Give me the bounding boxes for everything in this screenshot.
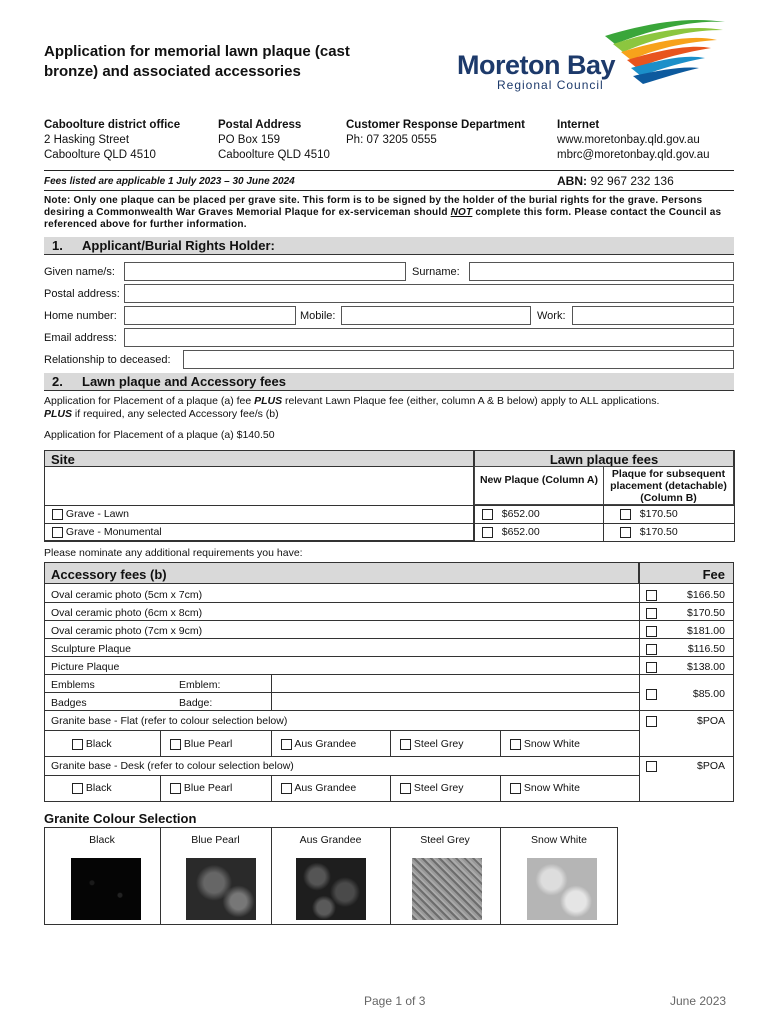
customer-heading: Customer Response Department	[346, 119, 525, 131]
divider	[44, 620, 734, 621]
flat-colour-option[interactable]	[510, 738, 580, 750]
postal-address-label: Postal address:	[44, 288, 120, 300]
aus-grandee-swatch	[296, 858, 366, 920]
postal-address	[218, 118, 330, 163]
granite-name: Aus Grandee	[299, 834, 362, 846]
relationship-input[interactable]	[183, 350, 734, 369]
accessory-fee	[646, 607, 725, 619]
divider	[390, 775, 391, 802]
desk-colour-option[interactable]	[400, 782, 464, 794]
accessory-fee	[646, 625, 725, 637]
desk-colour-label: Snow White	[523, 782, 580, 794]
grave-monumental-b-fee: $170.50	[639, 526, 678, 538]
desk-colour-checkbox[interactable]	[170, 783, 181, 794]
blue-pearl-swatch	[186, 858, 256, 920]
office-line1: 2 Hasking Street	[44, 134, 130, 146]
lawn-fees-header: Lawn plaque fees	[474, 450, 734, 467]
divider	[390, 730, 391, 756]
granite-flat-fee-value: $POA	[696, 715, 725, 727]
flat-colour-label: Blue Pearl	[183, 738, 233, 750]
divider	[639, 584, 640, 802]
emblem-fee-value: $85.00	[692, 688, 725, 700]
granite-desk-fee-value: $POA	[696, 760, 725, 772]
divider	[160, 730, 161, 756]
section2-number: 2.	[52, 374, 63, 389]
grave-monumental-a-fee: $652.00	[501, 526, 540, 538]
logo-name: Moreton Bay	[457, 50, 616, 80]
desk-colour-option[interactable]	[170, 782, 232, 794]
desk-colour-option[interactable]	[510, 782, 580, 794]
work-label: Work:	[537, 310, 566, 322]
granite-name: Steel Grey	[420, 834, 470, 846]
accessory-item-label: Sculpture Plaque	[51, 643, 131, 655]
divider	[44, 775, 639, 776]
flat-colour-checkbox[interactable]	[72, 739, 83, 750]
site-header: Site	[44, 450, 474, 467]
divider	[44, 638, 734, 639]
flat-colour-label: Snow White	[523, 738, 580, 750]
note-part2: complete this form. Please contact the Council as referenced above for further information.	[44, 207, 722, 230]
emblem-input[interactable]	[272, 675, 639, 692]
divider	[44, 730, 639, 731]
relationship-label: Relationship to deceased:	[44, 354, 171, 366]
flat-colour-checkbox[interactable]	[281, 739, 292, 750]
abn	[557, 174, 674, 188]
badges-label: Badges	[51, 697, 87, 709]
intro-a: Application for Placement of a plaque (a) fee	[44, 395, 255, 407]
grave-lawn-b-checkbox[interactable]	[620, 509, 631, 520]
home-number-label: Home number:	[44, 310, 117, 322]
grave-monumental-row	[52, 526, 162, 538]
desk-colour-checkbox[interactable]	[281, 783, 292, 794]
black-granite-swatch	[71, 858, 141, 920]
badge-label: Badge:	[179, 697, 213, 709]
accessory-header: Accessory fees (b)	[44, 562, 639, 584]
flat-colour-label: Steel Grey	[413, 738, 464, 750]
accessory-fee	[646, 661, 725, 673]
desk-colour-label: Blue Pearl	[183, 782, 233, 794]
internet-contact	[557, 118, 710, 163]
section2-title: Lawn plaque and Accessory fees	[82, 374, 286, 389]
divider	[44, 170, 734, 171]
accessory-checkbox[interactable]	[646, 626, 657, 637]
given-name-input[interactable]	[124, 262, 406, 281]
grave-lawn-a-fee: $652.00	[501, 508, 540, 520]
divider	[734, 450, 735, 542]
divider	[500, 775, 501, 802]
intro-b: relevant Lawn Plaque fee (either, column A & B below) apply to ALL applications.	[282, 395, 660, 407]
desk-colour-checkbox[interactable]	[72, 783, 83, 794]
accessory-item-label: Oval ceramic photo (5cm x 7cm)	[51, 589, 203, 601]
mobile-input[interactable]	[341, 306, 531, 325]
flat-colour-label: Black	[85, 738, 112, 750]
granite-flat-checkbox[interactable]	[646, 716, 657, 727]
desk-colour-label: Aus Grandee	[294, 782, 357, 794]
council-logo	[455, 14, 745, 96]
accessory-checkbox[interactable]	[646, 608, 657, 619]
desk-colour-option[interactable]	[72, 782, 112, 794]
accessory-fee-value: $181.00	[687, 625, 725, 637]
flat-colour-option[interactable]	[170, 738, 232, 750]
divider	[271, 730, 272, 756]
work-input[interactable]	[572, 306, 734, 325]
badge-input[interactable]	[272, 693, 639, 710]
nominate-text: Please nominate any additional requirements you have:	[44, 547, 303, 559]
surname-label: Surname:	[412, 266, 460, 278]
postal-line1: PO Box 159	[218, 134, 281, 146]
internet-email[interactable]: mbrc@moretonbay.qld.gov.au	[557, 149, 710, 161]
section2-header	[44, 373, 734, 391]
page-number: Page 1 of 3	[364, 994, 426, 1008]
footer-date: June 2023	[670, 994, 727, 1008]
accessory-fee-value: $170.50	[687, 607, 725, 619]
grave-monumental-label: Grave - Monumental	[65, 526, 162, 538]
snow-white-swatch	[527, 858, 597, 920]
grave-monumental-a-checkbox[interactable]	[482, 527, 493, 538]
note-not: NOT	[450, 207, 473, 218]
grave-monumental-checkbox[interactable]	[52, 527, 63, 538]
grave-lawn-a-checkbox[interactable]	[482, 509, 493, 520]
mobile-label: Mobile:	[300, 310, 336, 322]
postal-address-input[interactable]	[124, 284, 734, 303]
page-title: Application for memorial lawn plaque (cast bronze) and associated accessories	[44, 43, 350, 80]
grave-lawn-checkbox[interactable]	[52, 509, 63, 520]
surname-input[interactable]	[469, 262, 734, 281]
abn-value: 92 967 232 136	[590, 174, 674, 188]
col-a-header: New Plaque (Column A)	[479, 474, 599, 486]
intro-plus2: PLUS	[44, 408, 73, 420]
divider	[160, 775, 161, 802]
accessory-fee-value: $166.50	[687, 589, 725, 601]
divider	[271, 775, 272, 802]
given-name-label: Given name/s:	[44, 266, 115, 278]
office-heading: Caboolture district office	[44, 119, 181, 131]
accessory-checkbox[interactable]	[646, 590, 657, 601]
note-text	[44, 195, 744, 231]
logo-subtitle: Regional Council	[497, 78, 604, 92]
placement-fee: Application for Placement of a plaque (a) $140.50	[44, 429, 275, 441]
accessory-item-label: Oval ceramic photo (7cm x 9cm)	[51, 625, 203, 637]
accessory-item-label: Picture Plaque	[51, 661, 120, 673]
granite-name: Black	[89, 834, 115, 846]
col-b-header: Plaque for subsequent placement (detachable) (Column B)	[610, 468, 727, 504]
accessory-checkbox[interactable]	[646, 644, 657, 655]
section1-title: Applicant/Burial Rights Holder:	[82, 238, 275, 253]
postal-heading: Postal Address	[218, 119, 302, 131]
flat-colour-checkbox[interactable]	[510, 739, 521, 750]
grave-monumental-b-checkbox[interactable]	[620, 527, 631, 538]
fee-header: Fee	[639, 562, 734, 584]
desk-colour-checkbox[interactable]	[400, 783, 411, 794]
desk-colour-label: Black	[85, 782, 112, 794]
office-address	[44, 118, 180, 163]
emblem-label: Emblem:	[179, 679, 221, 691]
granite-heading: Granite Colour Selection	[44, 811, 197, 826]
emblem-checkbox[interactable]	[646, 689, 657, 700]
accessory-fee-value: $138.00	[687, 661, 725, 673]
divider	[44, 756, 734, 757]
divider	[500, 730, 501, 756]
office-line2: Caboolture QLD 4510	[44, 149, 156, 161]
customer-phone: Ph: 07 3205 0555	[346, 134, 437, 146]
granite-desk-checkbox[interactable]	[646, 761, 657, 772]
granite-name: Blue Pearl	[191, 834, 240, 846]
flat-colour-option[interactable]	[400, 738, 464, 750]
grave-lawn-col-a	[482, 508, 540, 520]
granite-flat-label: Granite base - Flat (refer to colour selection below)	[51, 715, 288, 727]
abn-label: ABN:	[557, 174, 587, 188]
divider	[44, 190, 734, 191]
internet-website[interactable]: www.moretonbay.qld.gov.au	[557, 134, 700, 146]
granite-desk-fee	[646, 760, 725, 772]
section1-number: 1.	[52, 238, 63, 253]
steel-grey-swatch	[412, 858, 482, 920]
flat-colour-label: Aus Grandee	[294, 738, 357, 750]
accessory-checkbox[interactable]	[646, 662, 657, 673]
emblems-label: Emblems	[51, 679, 95, 691]
grave-lawn-b-fee: $170.50	[639, 508, 678, 520]
internet-heading: Internet	[557, 119, 600, 131]
grave-monumental-col-a	[482, 526, 540, 538]
granite-flat-fee	[646, 715, 725, 727]
postal-line2: Caboolture QLD 4510	[218, 149, 330, 161]
intro-plus1: PLUS	[254, 395, 283, 407]
note-part1: Note: Only one plaque can be placed per grave site. This form is to be signed by the holder of the burial rights for the grave. Persons desiring a Commonwealth War Graves Memorial Plaque for ex-serviceman should	[44, 195, 703, 218]
divider	[44, 541, 734, 542]
grave-monumental-col-b	[620, 526, 678, 538]
flat-colour-checkbox[interactable]	[170, 739, 181, 750]
intro-c: if required, any selected Accessory fee/s (b)	[72, 408, 279, 420]
divider	[603, 505, 604, 541]
grave-lawn-label: Grave - Lawn	[65, 508, 129, 520]
divider	[44, 523, 734, 524]
flat-colour-option[interactable]	[281, 738, 356, 750]
fees-period: Fees listed are applicable 1 July 2023 – 30 June 2024	[44, 176, 295, 187]
email-input[interactable]	[124, 328, 734, 347]
accessory-item-label: Oval ceramic photo (6cm x 8cm)	[51, 607, 203, 619]
divider	[44, 602, 734, 603]
accessory-fee	[646, 643, 725, 655]
desk-colour-label: Steel Grey	[413, 782, 464, 794]
divider	[44, 505, 734, 506]
emblem-fee	[646, 688, 725, 700]
home-number-input[interactable]	[124, 306, 296, 325]
section1-header	[44, 237, 734, 255]
granite-name: Snow White	[530, 834, 588, 846]
divider	[44, 710, 734, 711]
divider	[474, 505, 475, 541]
flat-colour-checkbox[interactable]	[400, 739, 411, 750]
grave-lawn-col-b	[620, 508, 678, 520]
desk-colour-checkbox[interactable]	[510, 783, 521, 794]
customer-response	[346, 118, 525, 148]
section2-intro	[44, 395, 744, 421]
accessory-fee	[646, 589, 725, 601]
grave-lawn-row	[52, 508, 129, 520]
granite-desk-label: Granite base - Desk (refer to colour selection below)	[51, 760, 294, 772]
divider	[44, 656, 734, 657]
flat-colour-option[interactable]	[72, 738, 112, 750]
desk-colour-option[interactable]	[281, 782, 356, 794]
email-label: Email address:	[44, 332, 117, 344]
accessory-fee-value: $116.50	[687, 643, 725, 655]
